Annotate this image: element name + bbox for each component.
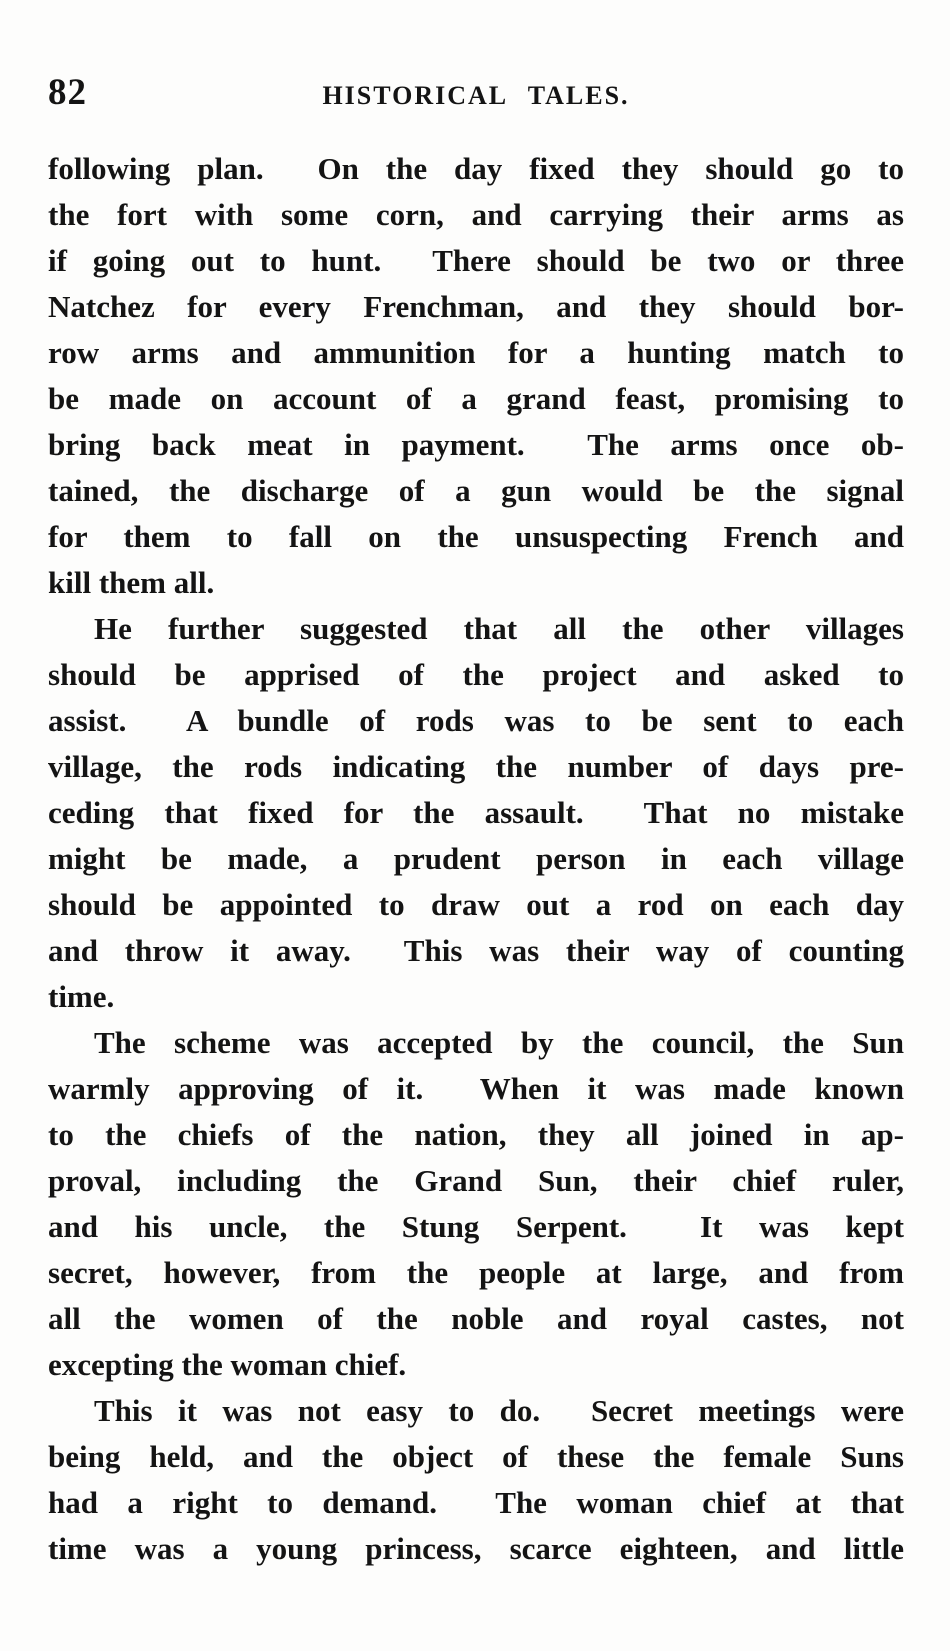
text-line: Natchez for every Frenchman, and they should bor- bbox=[48, 289, 904, 324]
text-line: had a right to demand. The woman chief at that bbox=[48, 1485, 904, 1520]
text-line: being held, and the object of these the female Suns bbox=[48, 1439, 904, 1474]
text-line: secret, however, from the people at large, and from bbox=[48, 1255, 904, 1290]
text-line: time. bbox=[48, 979, 115, 1014]
text-line: kill them all. bbox=[48, 565, 215, 600]
text-line: and his uncle, the Stung Serpent. It was kept bbox=[48, 1209, 904, 1244]
page-number: 82 bbox=[48, 72, 87, 113]
text-line: the fort with some corn, and carrying their arms as bbox=[48, 197, 904, 232]
running-title: HISTORICAL TALES. bbox=[322, 81, 630, 110]
text-line: This it was not easy to do. Secret meetings were bbox=[94, 1393, 904, 1428]
text-line: should be apprised of the project and asked to bbox=[48, 657, 904, 692]
text-line: assist. A bundle of rods was to be sent to each bbox=[48, 703, 904, 738]
text-line: all the women of the noble and royal castes, not bbox=[48, 1301, 904, 1336]
text-line: following plan. On the day fixed they should go to bbox=[48, 151, 904, 186]
text-line: might be made, a prudent person in each village bbox=[48, 841, 904, 876]
page-header bbox=[48, 74, 904, 114]
text-line: for them to fall on the unsuspecting French and bbox=[48, 519, 904, 554]
text-line: tained, the discharge of a gun would be the signal bbox=[48, 473, 904, 508]
text-line: village, the rods indicating the number of days pre- bbox=[48, 749, 904, 784]
text-line: proval, including the Grand Sun, their chief ruler, bbox=[48, 1163, 904, 1198]
page-body bbox=[48, 146, 904, 1572]
text-line: be made on account of a grand feast, promising to bbox=[48, 381, 904, 416]
text-line: row arms and ammunition for a hunting match to bbox=[48, 335, 904, 370]
text-line: excepting the woman chief. bbox=[48, 1347, 407, 1382]
text-line: to the chiefs of the nation, they all joined in ap- bbox=[48, 1117, 904, 1152]
text-line: The scheme was accepted by the council, the Sun bbox=[94, 1025, 904, 1060]
text-line: warmly approving of it. When it was made known bbox=[48, 1071, 904, 1106]
text-line: if going out to hunt. There should be two or three bbox=[48, 243, 904, 278]
text-line: and throw it away. This was their way of counting bbox=[48, 933, 904, 968]
text-line: He further suggested that all the other villages bbox=[94, 611, 904, 646]
text-line: ceding that fixed for the assault. That no mistake bbox=[48, 795, 904, 830]
text-line: bring back meat in payment. The arms once ob- bbox=[48, 427, 904, 462]
text-line: time was a young princess, scarce eighteen, and little bbox=[48, 1531, 904, 1566]
text-line: should be appointed to draw out a rod on each day bbox=[48, 887, 904, 922]
